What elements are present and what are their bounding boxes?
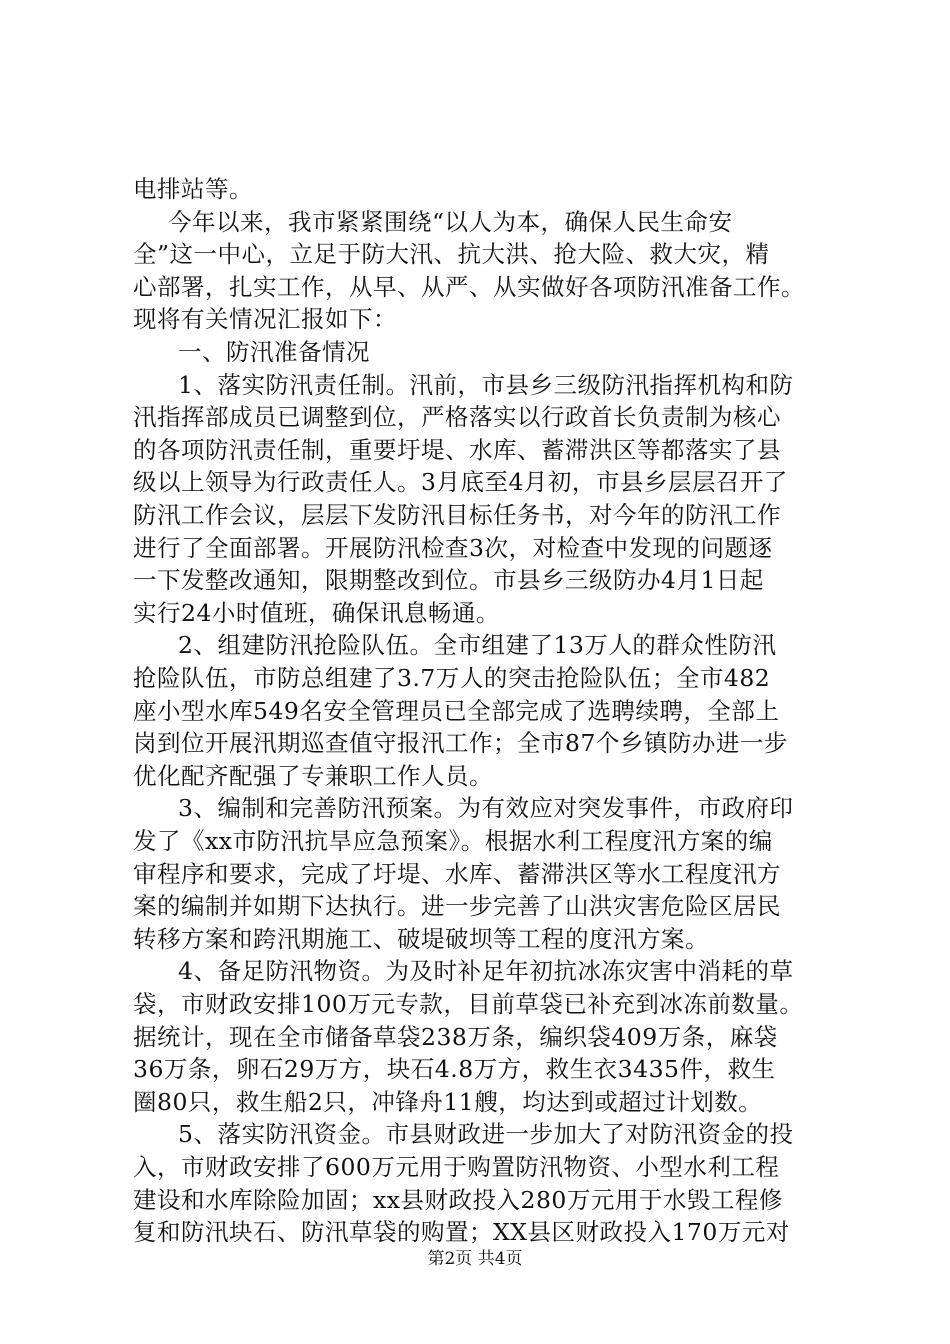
text-line: 心部署，扎实工作，从早、从严、从实做好各项防汛准备工作。 xyxy=(133,273,805,301)
text-line: 进行了全面部署。开展防汛检查3次，对检查中发现的问题逐 xyxy=(133,534,773,562)
text-line: 5、落实防汛资金。市县财政进一步加大了对防汛资金的投 xyxy=(178,1120,794,1148)
text-line: 实行24小时值班，确保讯息畅通。 xyxy=(133,599,500,627)
text-line: 圈80只，救生船2只，冲锋舟11艘，均达到或超过计划数。 xyxy=(133,1088,763,1116)
text-line: 36万条，卵石29万方，块石4.8万方，救生衣3435件，救生 xyxy=(133,1055,776,1083)
text-line: 建设和水库除险加固；xx县财政投入280万元用于水毁工程修 xyxy=(133,1186,783,1214)
text-line: 审程序和要求，完成了圩堤、水库、蓄滞洪区等水工程度汛方 xyxy=(133,860,781,888)
text-line: 现将有关情况汇报如下： xyxy=(133,305,397,333)
text-line: 袋，市财政安排100万元专款，目前草袋已补充到冰冻前数量。 xyxy=(133,990,804,1018)
text-line: 复和防汛块石、防汛草袋的购置；XX县区财政投入170万元对 xyxy=(133,1218,790,1246)
text-line: 案的编制并如期下达执行。进一步完善了山洪灾害危险区居民 xyxy=(133,892,781,920)
section-heading: 一、防汛准备情况 xyxy=(178,338,370,366)
text-line: 2、组建防汛抢险队伍。全市组建了13万人的群众性防汛 xyxy=(178,631,777,659)
text-line: 电排站等。 xyxy=(133,175,253,203)
text-line: 优化配齐配强了专兼职工作人员。 xyxy=(133,762,493,790)
text-line: 转移方案和跨汛期施工、破堤破坝等工程的度汛方案。 xyxy=(133,925,709,953)
text-line: 级以上领导为行政责任人。3月底至4月初，市县乡层层召开了 xyxy=(133,468,788,496)
text-line: 全”这一中心，立足于防大汛、抗大洪、抢大险、救大灾，精 xyxy=(133,240,770,268)
text-line: 据统计，现在全市储备草袋238万条，编织袋409万条，麻袋 xyxy=(133,1023,778,1051)
text-line: 今年以来，我市紧紧围绕“以人为本，确保人民生命安 xyxy=(168,208,733,236)
text-line: 防汛工作会议，层层下发防汛目标任务书，对今年的防汛工作 xyxy=(133,501,781,529)
text-line: 的各项防汛责任制，重要圩堤、水库、蓄滞洪区等都落实了县 xyxy=(133,436,781,464)
text-line: 抢险队伍，市防总组建了3.7万人的突击抢险队伍；全市482 xyxy=(133,664,771,692)
text-line: 3、编制和完善防汛预案。为有效应对突发事件，市政府印 xyxy=(178,794,794,822)
page-footer: 第2页 共4页 xyxy=(427,1249,523,1269)
text-line: 岗到位开展汛期巡查值守报汛工作；全市87个乡镇防办进一步 xyxy=(133,729,788,757)
text-line: 汛指挥部成员已调整到位，严格落实以行政首长负责制为核心 xyxy=(133,403,781,431)
text-line: 1、落实防汛责任制。汛前，市县乡三级防汛指挥机构和防 xyxy=(178,371,794,399)
text-line: 入，市财政安排了600万元用于购置防汛物资、小型水利工程 xyxy=(133,1153,780,1181)
text-line: 4、备足防汛物资。为及时补足年初抗冰冻灾害中消耗的草 xyxy=(178,957,794,985)
text-line: 发了《xx市防汛抗旱应急预案》。根据水利工程度汛方案的编 xyxy=(133,827,773,855)
text-line: 一下发整改通知，限期整改到位。市县乡三级防办4月1日起 xyxy=(133,566,764,594)
text-line: 座小型水库549名安全管理员已全部完成了选聘续聘，全部上 xyxy=(133,697,780,725)
